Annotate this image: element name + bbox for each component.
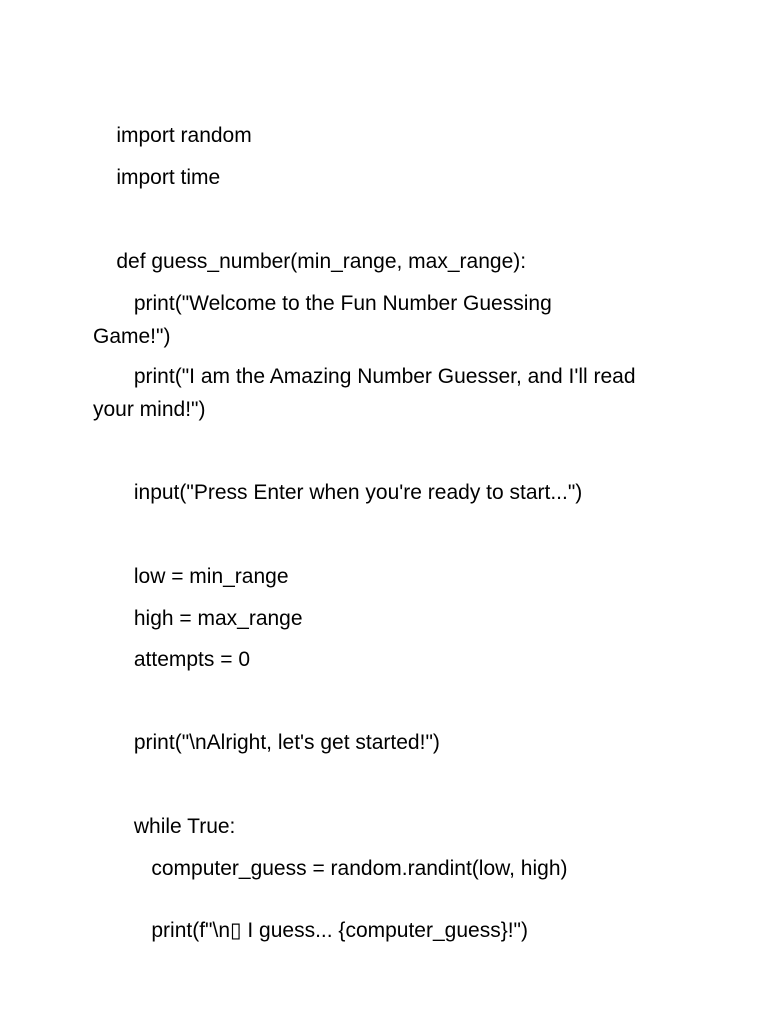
- code-line: high = max_range: [116, 607, 303, 630]
- code-line: attempts = 0: [116, 648, 250, 671]
- code-line: input("Press Enter when you're ready to start..."): [116, 481, 583, 504]
- code-line: import time: [116, 166, 221, 189]
- code-line: print("I am the Amazing Number Guesser, and I'll read your mind!"): [93, 365, 642, 421]
- code-line: print("Welcome to the Fun Number Guessing Game!"): [93, 292, 558, 348]
- code-line: print(f"\n▯ I guess... {computer_guess}!"): [116, 919, 528, 942]
- code-line: while True:: [116, 815, 236, 838]
- code-line: import random: [116, 124, 252, 147]
- code-line: low = min_range: [116, 565, 289, 588]
- code-line: def guess_number(min_range, max_range):: [116, 250, 527, 273]
- code-line: print("\nAlright, let's get started!"): [116, 731, 440, 754]
- code-line: computer_guess = random.randint(low, high): [116, 857, 568, 880]
